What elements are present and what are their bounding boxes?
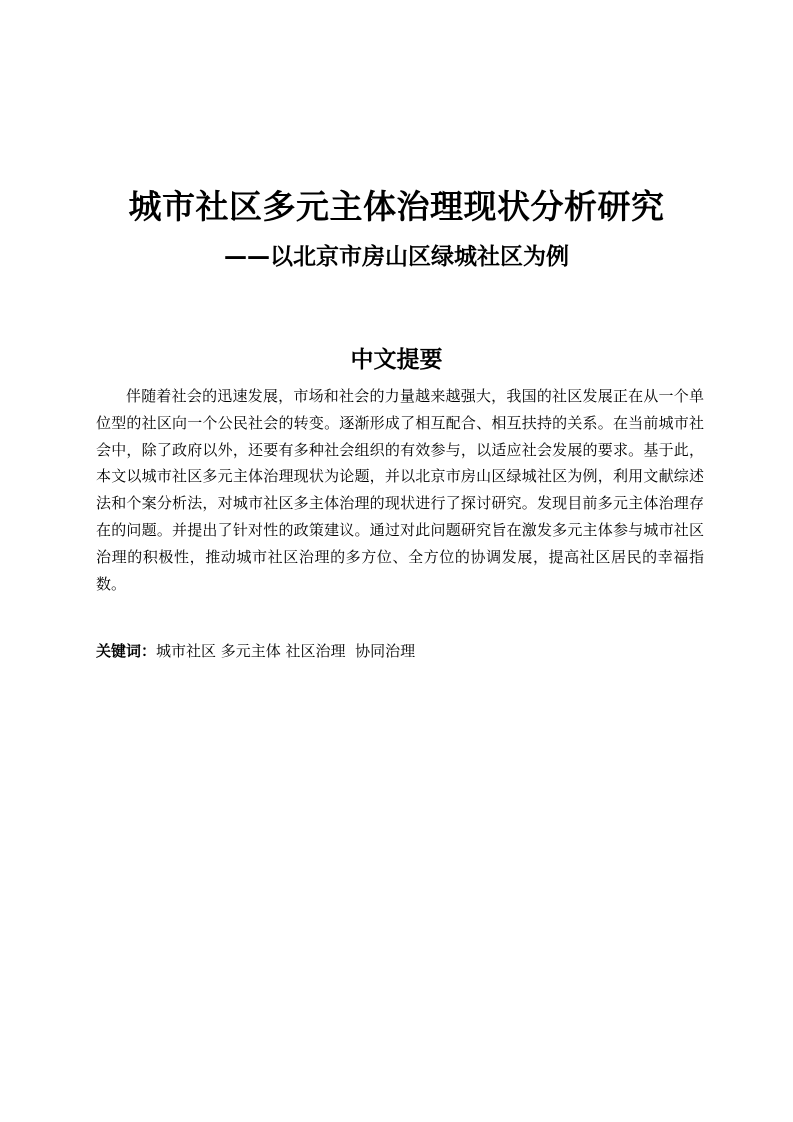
paper-title: 城市社区多元主体治理现状分析研究 — [128, 187, 665, 226]
keywords-label: 关键词： — [96, 642, 157, 660]
abstract-body: 伴随着社会的迅速发展，市场和社会的力量越来越强大，我国的社区发展正在从一个单位型的社区向一个公民社会的转变。逐渐形成了相互配合、相互扶持的关系。在当前城市社会中，除了政府以外，还要有多种社会组织的有效参与，以适应社会发展的要求。基于此，本文以城市社区多元主体治理现状为论题，并以北京市房山区绿城社区为例，利用文献综述法和个案分析法，对城市社区多主体治理的现状进行了探讨研究。发现目前多元主体治理存在的问题。并提出了针对性的政策建议。通过对此问题研究旨在激发多元主体参与城市社区治理的积极性，推动城市社区治理的多方位、全方位的协调发展，提高社区居民的幸福指数。 — [96, 387, 704, 593]
keywords-line — [96, 638, 704, 665]
abstract-heading: 中文提要 — [350, 347, 443, 373]
keywords-value: 城市社区 多元主体 社区治理 协同治理 — [156, 642, 416, 660]
paper-subtitle: ——以北京市房山区绿城社区为例 — [224, 244, 569, 270]
